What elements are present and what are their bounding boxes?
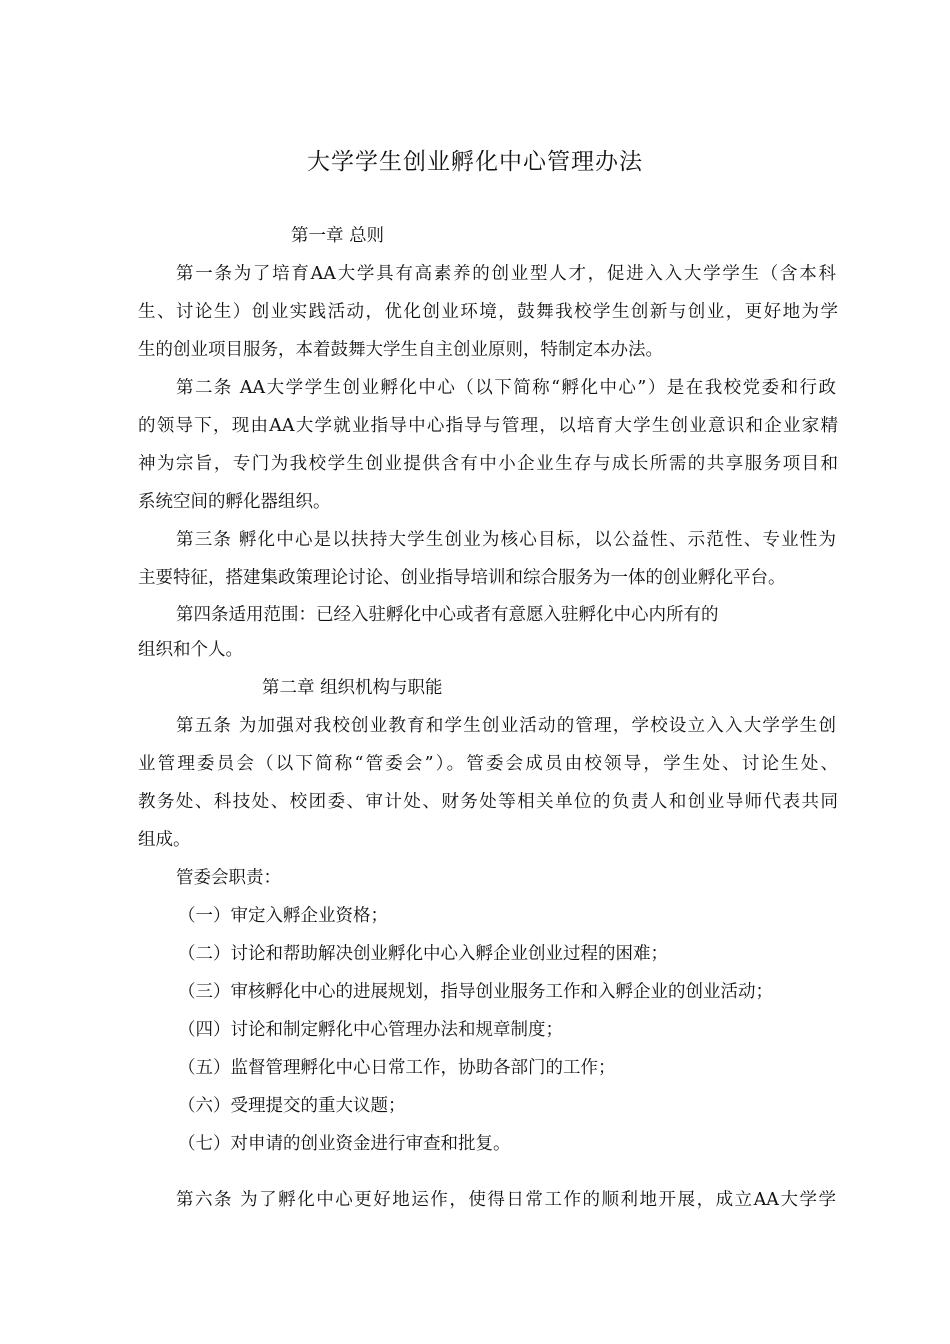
article-2-line-1: 第二条 AA大学学生创业孵化中心（以下简称“孵化中心”）是在我校党委和行政 xyxy=(176,378,836,398)
article-4-line-2: 组织和个人。 xyxy=(138,640,243,660)
chapter-2-heading: 第二章 组织机构与职能 xyxy=(262,678,443,698)
article-2-line-4: 系统空间的孵化器组织。 xyxy=(138,492,331,512)
article-1-line-3: 生的创业项目服务，本着鼓舞大学生自主创业原则，特制定本办法。 xyxy=(138,340,663,360)
article-2-line-2: 的领导下，现由AA大学就业指导中心指导与管理，以培育大学生创业意识和企业家精 xyxy=(138,416,838,436)
article-1-line-1: 第一条为了培育AA大学具有高素养的创业型人才，促进入入大学学生（含本科 xyxy=(176,264,836,284)
article-6-line-1: 第六条 为了孵化中心更好地运作，使得日常工作的顺利地开展，成立AA大学学 xyxy=(176,1190,836,1210)
article-1-line-2: 生、讨论生）创业实践活动，优化创业环境，鼓舞我校学生创新与创业，更好地为学 xyxy=(138,302,838,322)
article-5-line-3: 教务处、科技处、校团委、审计处、财务处等相关单位的负责人和创业导师代表共同 xyxy=(138,792,838,812)
duty-item-3: （三）审核孵化中心的进展规划，指导创业服务工作和入孵企业的创业活动； xyxy=(178,982,773,1002)
article-5-line-1: 第五条 为加强对我校创业教育和学生创业活动的管理，学校设立入入大学学生创 xyxy=(176,716,836,736)
duty-item-5: （五）监督管理孵化中心日常工作，协助各部门的工作； xyxy=(178,1058,616,1078)
article-3-line-2: 主要特征，搭建集政策理论讨论、创业指导培训和综合服务为一体的创业孵化平台。 xyxy=(138,568,786,588)
article-5-line-2: 业管理委员会（以下简称“管委会”）。管委会成员由校领导，学生处、讨论生处、 xyxy=(138,754,838,774)
article-4-line-1: 第四条适用范围：已经入驻孵化中心或者有意愿入驻孵化中心内所有的 xyxy=(176,605,719,625)
article-5-line-4: 组成。 xyxy=(138,830,191,850)
document-title: 大学学生创业孵化中心管理办法 xyxy=(307,149,643,175)
duties-heading: 管委会职责： xyxy=(176,868,281,888)
duty-item-7: （七）对申请的创业资金进行审查和批复。 xyxy=(178,1134,511,1154)
article-3-line-1: 第三条 孵化中心是以扶持大学生创业为核心目标，以公益性、示范性、专业性为 xyxy=(176,530,836,550)
duty-item-1: （一）审定入孵企业资格； xyxy=(178,906,388,926)
chapter-1-heading: 第一章 总则 xyxy=(291,226,385,246)
duty-item-4: （四）讨论和制定孵化中心管理办法和规章制度； xyxy=(178,1020,563,1040)
article-2-line-3: 神为宗旨，专门为我校学生创业提供含有中小企业生存与成长所需的共享服务项目和 xyxy=(138,454,838,474)
duty-item-6: （六）受理提交的重大议题； xyxy=(178,1096,406,1116)
duty-item-2: （二）讨论和帮助解决创业孵化中心入孵企业创业过程的困难； xyxy=(178,944,668,964)
